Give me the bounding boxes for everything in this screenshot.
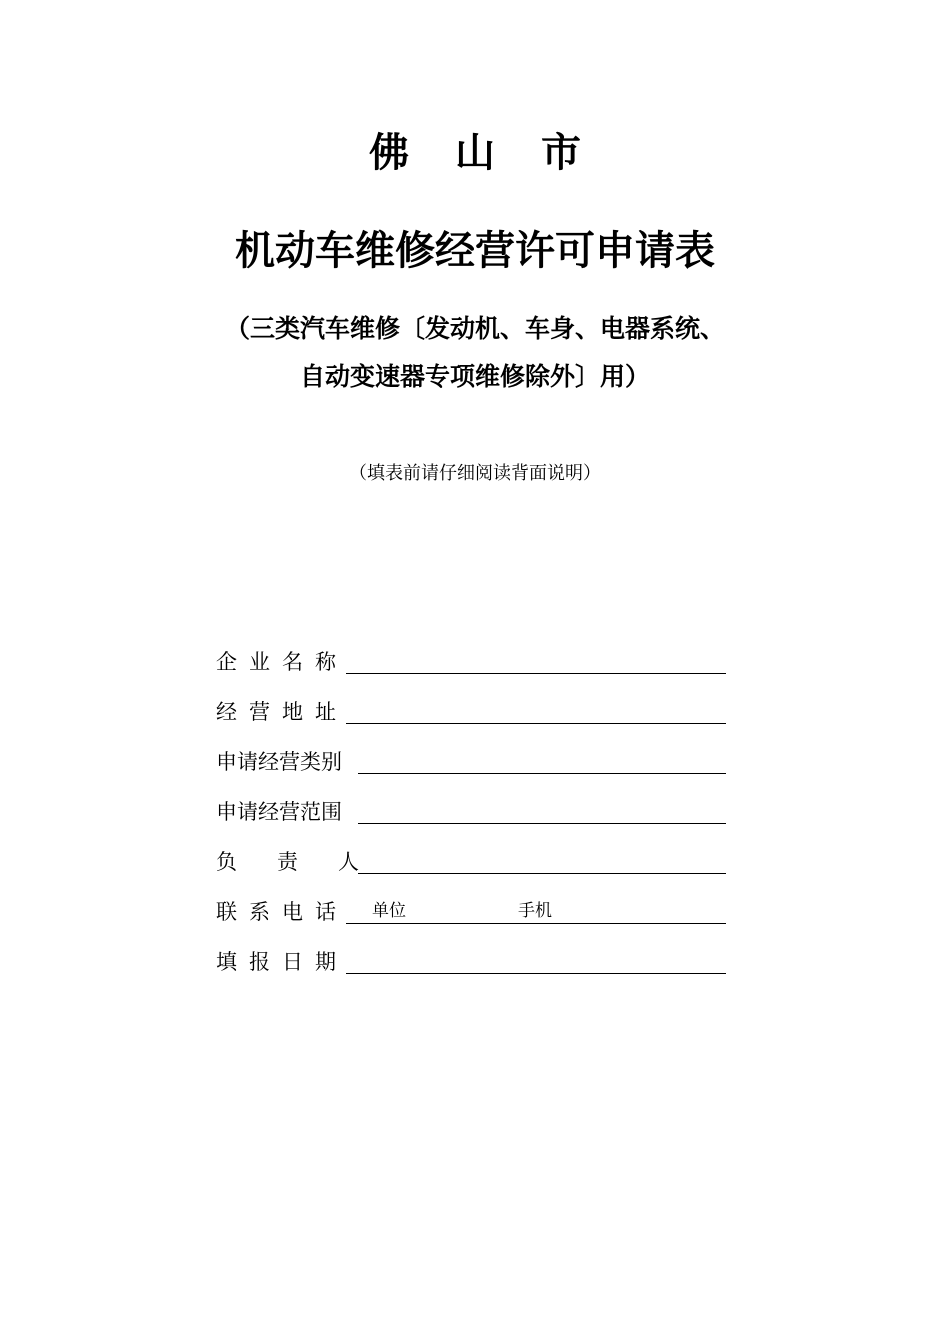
form-title: 机动车维修经营许可申请表 (235, 228, 715, 274)
company-name-field[interactable] (346, 645, 726, 674)
phone-row (216, 878, 726, 928)
instruction-note: （填表前请仔细阅读背面说明） (349, 463, 601, 484)
person-field[interactable] (358, 845, 726, 874)
phone-unit-label: 单位 (372, 901, 406, 921)
person-label: 负责人 (216, 850, 399, 874)
address-field[interactable] (346, 695, 726, 724)
phone-mobile-label: 手机 (518, 901, 552, 921)
form-subtitle-line1: （三类汽车维修〔发动机、车身、电器系统、 (224, 314, 725, 343)
scope-row (216, 778, 726, 828)
person-row (216, 828, 726, 878)
category-field[interactable] (358, 745, 726, 774)
phone-field[interactable] (346, 895, 726, 924)
applicant-info-form (216, 628, 726, 978)
date-field[interactable] (346, 945, 726, 974)
category-row (216, 728, 726, 778)
address-row (216, 678, 726, 728)
category-label: 申请经营类别 (216, 750, 342, 774)
date-row (216, 928, 726, 978)
scope-label: 申请经营范围 (216, 800, 342, 824)
scope-field[interactable] (358, 795, 726, 824)
form-subtitle-line2: 自动变速器专项维修除外〕用） (299, 362, 650, 391)
city-title: 佛山市 (369, 129, 627, 176)
company-name-label: 企业名称 (216, 650, 348, 674)
company-name-row (216, 628, 726, 678)
phone-label: 联系电话 (216, 900, 348, 924)
date-label: 填报日期 (216, 950, 348, 974)
address-label: 经营地址 (216, 700, 348, 724)
